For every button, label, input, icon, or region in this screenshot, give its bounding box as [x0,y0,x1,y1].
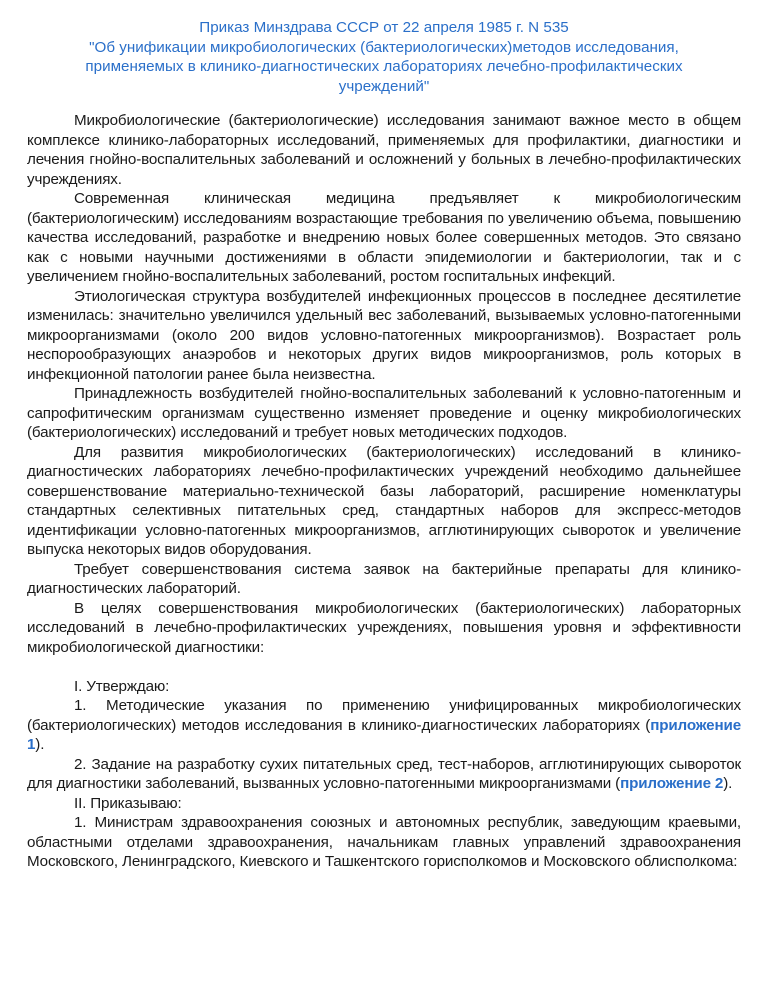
document-page [27,18,741,872]
approve-item-1-text: 1. Методические указания по применению унифицированных микробиологических (бактериологических) методов исследования в клинико-диагностических лабораториях ( [27,697,741,734]
approve-item-2-text: 2. Задание на разработку сухих питательных сред, тест-наборов, агглютинирующих сывороток для диагностики заболеваний, вызванных условно-патогенными микроорганизмами ( [27,755,741,792]
section-heading-approve: I. Утверждаю: [74,677,170,695]
section-heading-order: II. Приказываю: [74,794,182,812]
approve-item-2-tail: ). [723,775,733,792]
paragraph: Принадлежность возбудителей гнойно-воспалительных заболеваний к условно-патогенным и сапрофитическим организмам существенно изменяет проведение и оценку микробиологических (бактериологических) исследований и требует новых методических подходов. [27,385,741,441]
document-subtitle-line: "Об унификации микробиологических (бактериологических)методов исследования, [89,38,679,56]
appendix-2-link[interactable]: приложение 2 [620,775,724,792]
document-subtitle-line: учреждений" [338,77,430,95]
order-item-1: 1. Министрам здравоохранения союзных и автономных республик, заведующим краевыми, областными отделами здравоохранения, начальникам главных управлений здравоохранения Московского, Ленинградского, Киевского и Ташкентского горисполкомов и Московского облисполкома: [27,814,741,870]
paragraph: Этиологическая структура возбудителей инфекционных процессов в последнее десятилетие изменилась: значительно увеличился удельный вес заболеваний, вызываемых условно-патогенными микроорганизмами (около 200 видов условно-патогенных микроорганизмов). Возрастает роль неспорообразующих анаэробов и некоторых других видов микроорганизмов, роль которых в инфекционной патологии ранее была неизвестна. [27,287,741,383]
document-subtitle-line: применяемых в клинико-диагностических лабораториях лечебно-профилактических [85,58,683,75]
paragraph: В целях совершенствования микробиологических (бактериологических) лабораторных исследований в лечебно-профилактических учреждениях, повышения уровня и эффективности микробиологической диагностики: [27,599,741,656]
paragraph: Требует совершенствования система заявок на бактерийные препараты для клинико-диагностических лабораторий. [27,560,741,597]
document-header [27,18,741,96]
paragraph: Микробиологические (бактериологические) исследования занимают важное место в общем комплексе клинико-лабораторных исследований, применяемых для профилактики, диагностики и лечения гнойно-воспалительных заболеваний и осложнений у больных в лечебно-профилактических учреждениях. [27,112,741,188]
approve-item-2 [27,755,741,794]
approve-item-1 [27,696,741,755]
paragraph: Современная клиническая медицина предъявляет к микробиологическим (бактериологическим) исследованиям возрастающие требования по увеличению объема, повышению качества исследований, разработке и внедрению новых более совершенных методов. Это связано как с новыми научными достижениями в области эпидемиологии и бактериологии, так и с увеличением гнойно-воспалительных заболеваний, ростом госпитальных инфекций. [27,190,741,285]
approve-item-1-tail: ). [35,736,45,753]
appendix-1-link[interactable]: приложение 1 [27,716,741,753]
document-title: Приказ Минздрава СССР от 22 апреля 1985 г. N 535 [199,19,569,36]
spacer [27,657,741,677]
paragraph: Для развития микробиологических (бактериологических) исследований в клинико-диагностических лабораториях лечебно-профилактических учреждений необходимо дальнейшее совершенствование материально-технической базы лабораторий, расширение номенклатуры стандартных селективных питательных сред, стандартных наборов для экспресс-методов идентификации условно-патогенных микроорганизмов, агглютинирующих сывороток и увеличение выпуска некоторых видов оборудования. [27,443,741,558]
